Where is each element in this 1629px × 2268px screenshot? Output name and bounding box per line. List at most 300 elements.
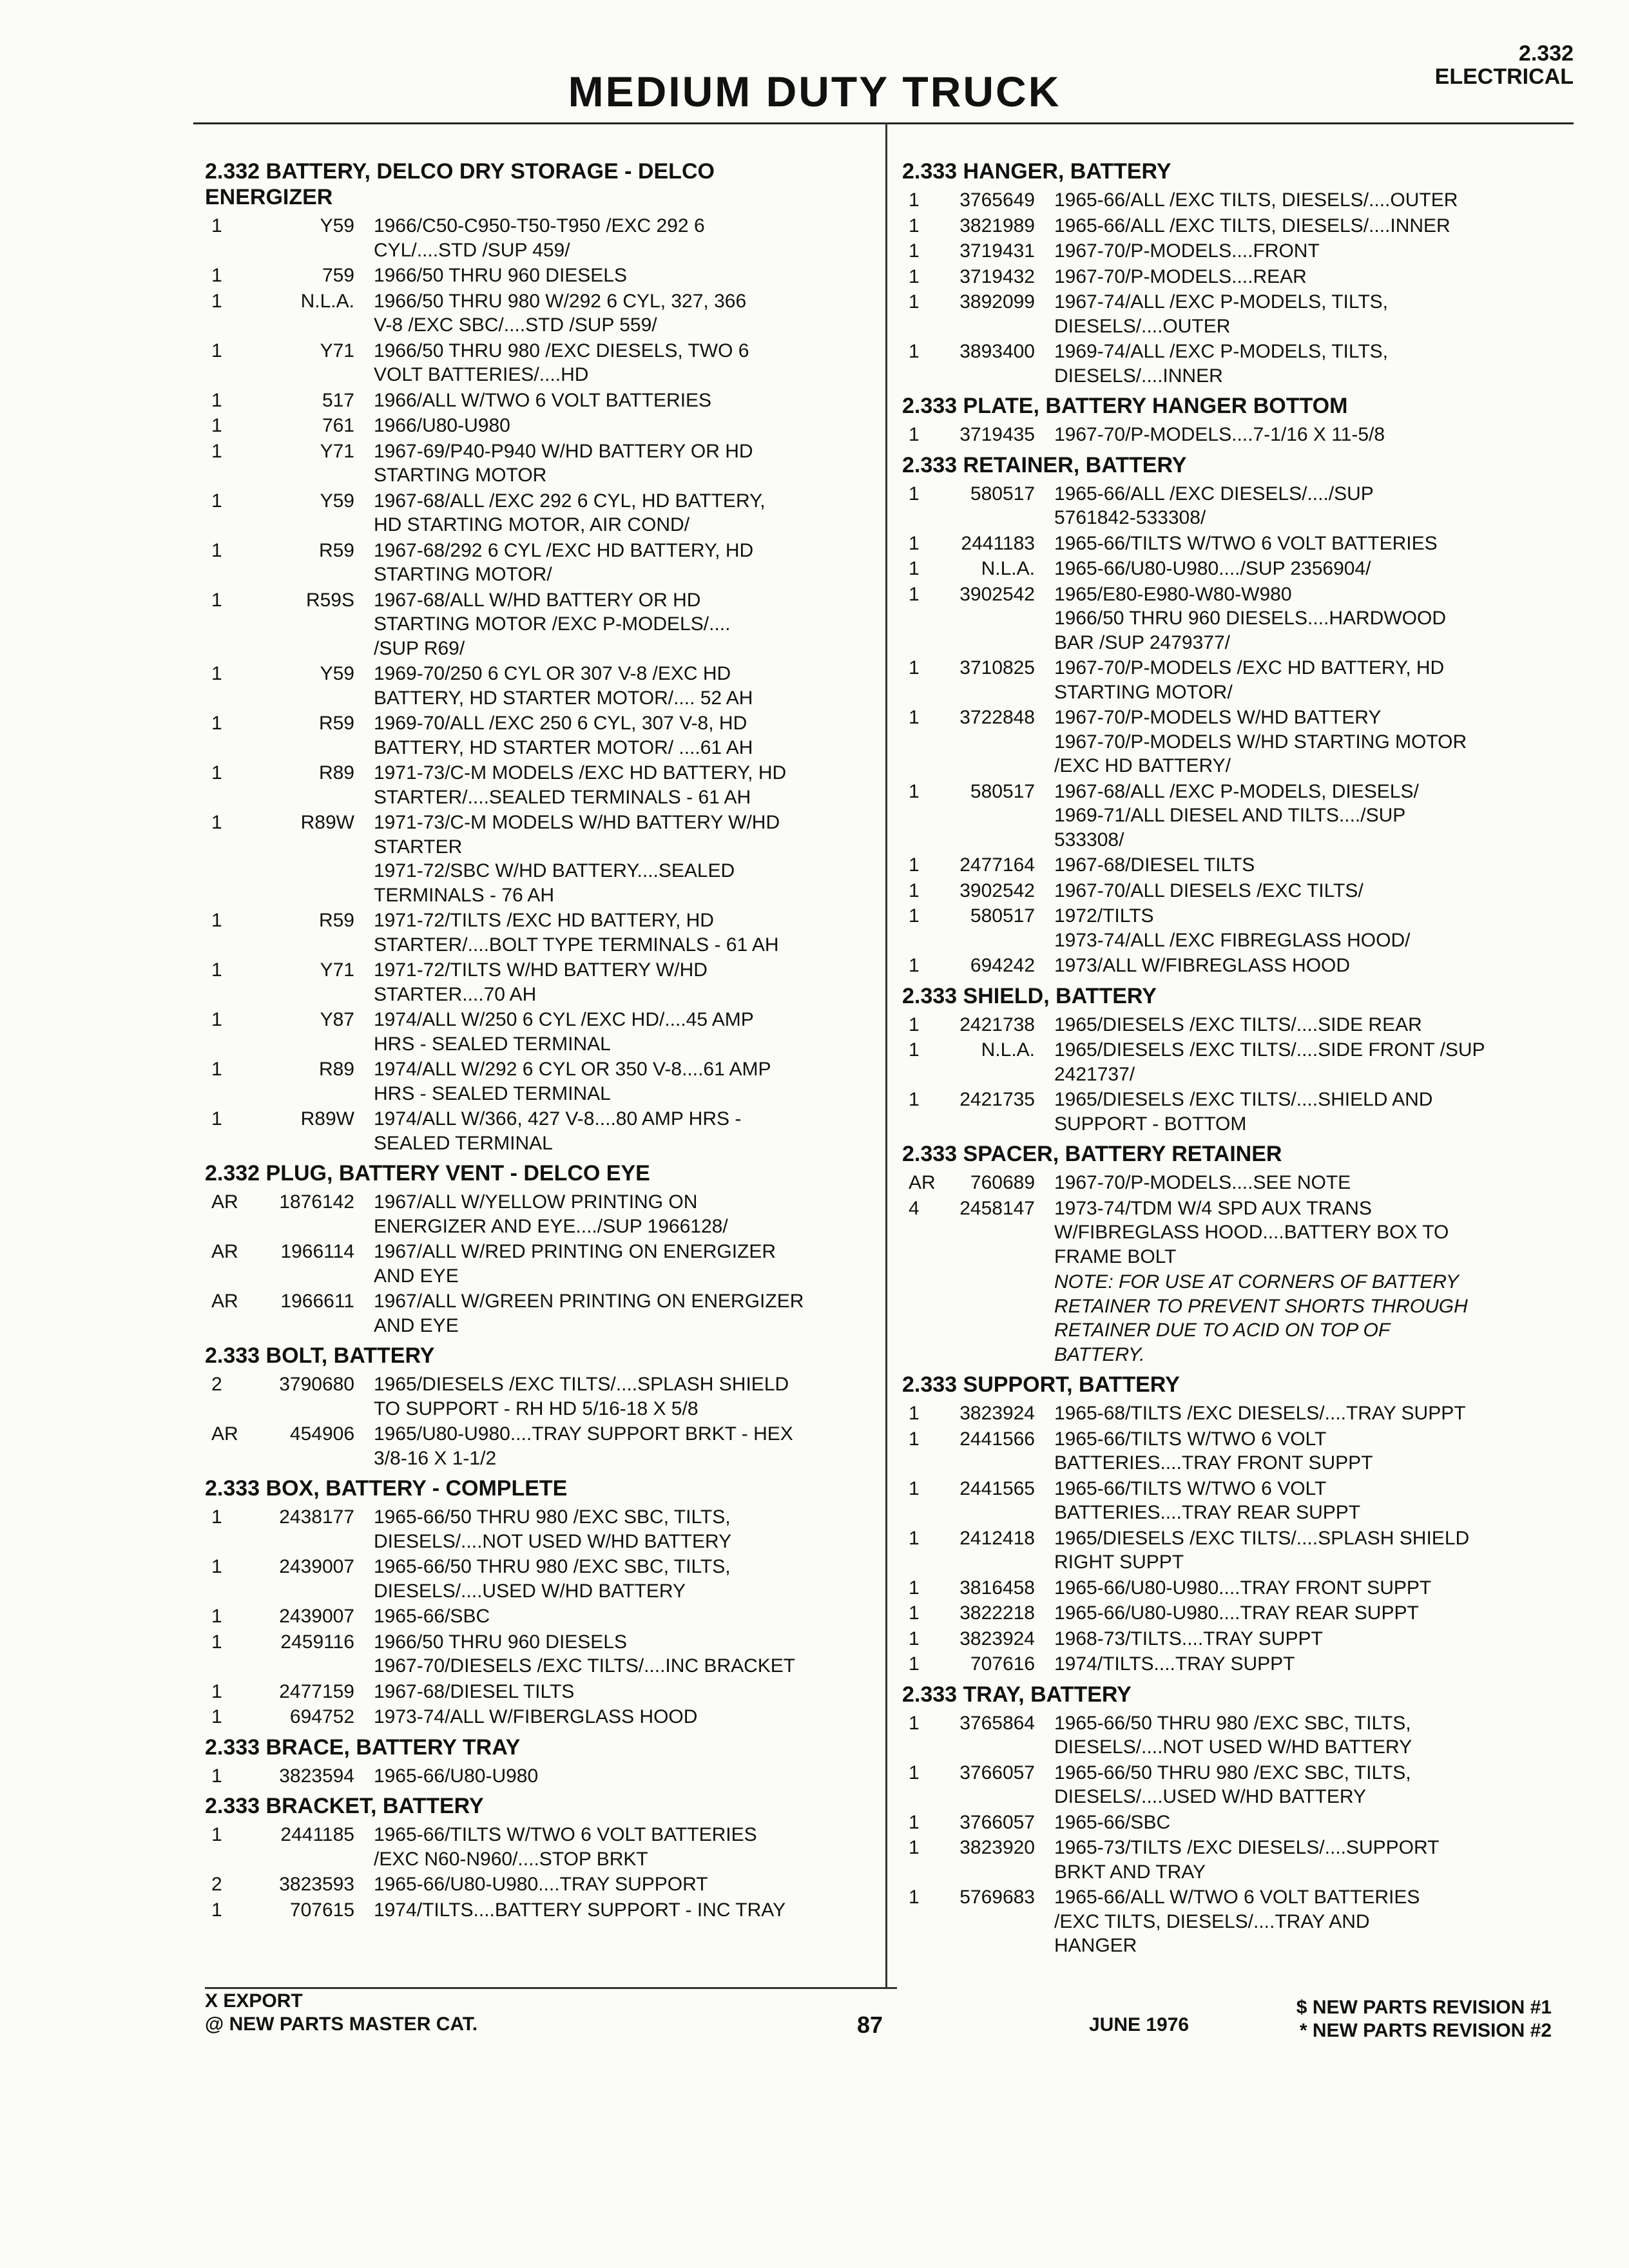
part-number: Y59 (320, 215, 354, 236)
part-description: 1967-70/P-MODELS W/HD BATTERY 1967-70/P-MODELS W/HD STARTING MOTOR /EXC HD BATTERY/ (1054, 707, 1467, 776)
part-row (205, 339, 875, 387)
part-description: 1974/ALL W/292 6 CYL OR 350 V-8....61 AMP HRS - SEALED TERMINAL (374, 1059, 771, 1104)
part-number: 3765864 (959, 1712, 1035, 1734)
quantity: 1 (211, 290, 222, 312)
quantity: 1 (909, 1577, 920, 1599)
part-description: 1965-66/SBC (1054, 1811, 1171, 1833)
quantity: 1 (211, 1556, 222, 1577)
part-row (205, 811, 875, 907)
part-description: 1967-68/ALL /EXC 292 6 CYL, HD BATTERY, HD STARTING MOTOR, AIR COND/ (374, 490, 766, 535)
part-number: 517 (322, 389, 354, 411)
quantity: 1 (909, 424, 920, 445)
section-title: 2.333 BRACKET, BATTERY (205, 1794, 484, 1818)
part-row (902, 1270, 1572, 1367)
part-number: Y59 (320, 490, 354, 512)
part-number: R89 (318, 1059, 354, 1080)
quantity: 1 (211, 1506, 222, 1528)
part-row (205, 1190, 875, 1238)
part-row (205, 711, 875, 760)
part-row (902, 1885, 1572, 1958)
part-number: Y87 (320, 1009, 354, 1030)
quantity: 1 (909, 1712, 920, 1734)
part-description: 1967-70/P-MODELS....FRONT (1054, 240, 1320, 262)
quantity: 1 (909, 558, 920, 579)
quantity (902, 1270, 954, 1367)
quantity: 1 (909, 483, 920, 505)
quantity: 1 (211, 490, 222, 512)
part-number: 3823920 (959, 1837, 1035, 1858)
quantity: 2 (211, 1874, 222, 1895)
part-number: 1966114 (280, 1241, 354, 1262)
part-number: 2441185 (280, 1824, 354, 1845)
quantity: 1 (909, 341, 920, 362)
quantity: 1 (909, 532, 920, 554)
part-description: 1967/ALL W/YELLOW PRINTING ON ENERGIZER AND EYE..../SUP 1966128/ (374, 1191, 728, 1237)
parts-section (902, 452, 1572, 978)
quantity: 1 (211, 910, 222, 931)
part-description: 1972/TILTS 1973-74/ALL /EXC FIBREGLASS HOOD/ (1054, 905, 1411, 951)
part-description: 1965-66/TILTS W/TWO 6 VOLT BATTERIES /EXC N60-N960/....STOP BRKT (374, 1824, 757, 1870)
part-number: Y59 (320, 663, 354, 684)
section-title: 2.333 BOX, BATTERY - COMPLETE (205, 1476, 568, 1501)
part-number: 2441566 (959, 1428, 1035, 1450)
part-description: 1966/50 THRU 980 /EXC DIESELS, TWO 6 VOLT BATTERIES/....HD (374, 340, 749, 385)
parts-section (205, 1793, 875, 1922)
part-row (902, 1576, 1572, 1600)
part-number: 3823593 (279, 1874, 354, 1895)
revision-2-legend: * NEW PARTS REVISION #2 (1299, 2020, 1552, 2041)
part-row (205, 414, 875, 438)
part-row (902, 214, 1572, 238)
quantity: 1 (211, 440, 222, 462)
footer-page-number: 87 (857, 2012, 883, 2038)
part-row (205, 1555, 875, 1603)
quantity: 1 (211, 1606, 222, 1627)
part-number: 2477159 (279, 1680, 354, 1702)
part-description: 1966/C50-C950-T50-T950 /EXC 292 6 CYL/....STD /SUP 459/ (374, 215, 705, 261)
part-description: 1973/ALL W/FIBREGLASS HOOD (1054, 955, 1351, 976)
part-description: 1967/ALL W/RED PRINTING ON ENERGIZER AND EYE (374, 1241, 776, 1287)
part-row (902, 582, 1572, 655)
part-number: 2421735 (959, 1089, 1035, 1110)
quantity: 1 (211, 1631, 222, 1653)
part-description: 1967-70/P-MODELS....REAR (1054, 265, 1307, 287)
left-column (205, 153, 875, 1926)
quantity: 1 (211, 762, 222, 783)
part-description: 1967-68/DIESEL TILTS (374, 1680, 575, 1702)
quantity: 1 (211, 1765, 222, 1787)
part-description: 1971-73/C-M MODELS /EXC HD BATTERY, HD STARTER/....SEALED TERMINALS - 61 AH (374, 762, 787, 808)
part-number: 2458147 (959, 1197, 1035, 1219)
quantity: 1 (909, 583, 920, 605)
part-number: 707616 (970, 1653, 1035, 1675)
quantity: 1 (909, 1887, 920, 1908)
parts-section (902, 393, 1572, 447)
part-description: 1971-72/TILTS W/HD BATTERY W/HD STARTER....70 AH (374, 959, 708, 1005)
part-row (902, 1627, 1572, 1651)
part-row (205, 264, 875, 288)
part-row (205, 662, 875, 710)
part-description: 1969-70/ALL /EXC 250 6 CYL, 307 V-8, HD BATTERY, HD STARTER MOTOR/ ....61 AH (374, 713, 753, 758)
part-row (205, 1705, 875, 1729)
part-row (902, 1038, 1572, 1086)
part-description: 1967-70/P-MODELS /EXC HD BATTERY, HD STARTING MOTOR/ (1054, 657, 1445, 703)
part-description: 1973-74/TDM W/4 SPD AUX TRANS W/FIBREGLASS HOOD....BATTERY BOX TO FRAME BOLT (1054, 1197, 1449, 1267)
part-row (902, 706, 1572, 778)
parts-section (902, 159, 1572, 388)
part-row (205, 588, 875, 661)
part-description: 1965-66/50 THRU 980 /EXC SBC, TILTS, DIESELS/....USED W/HD BATTERY (1054, 1762, 1411, 1807)
part-number: R89W (300, 812, 354, 833)
part-description: 1967-69/P40-P940 W/HD BATTERY OR HD STARTING MOTOR (374, 440, 753, 486)
part-number: 3823924 (959, 1403, 1035, 1424)
part-row (205, 958, 875, 1006)
quantity: 1 (909, 955, 920, 976)
quantity: 1 (211, 812, 222, 833)
parts-section (205, 1343, 875, 1470)
part-number: Y71 (320, 959, 354, 981)
part-number: 3893400 (959, 341, 1035, 362)
part-row (205, 908, 875, 957)
quantity: AR (211, 1241, 238, 1262)
part-description: 1966/50 THRU 960 DIESELS (374, 265, 628, 286)
part-row (902, 853, 1572, 878)
section-header: ELECTRICAL (1434, 64, 1574, 89)
parts-section (902, 1372, 1572, 1677)
part-row (205, 1422, 875, 1470)
header-rule (193, 122, 1574, 124)
part-row (205, 1240, 875, 1288)
part-number: N.L.A. (981, 558, 1035, 579)
part-description: 1965/DIESELS /EXC TILTS/....SIDE FRONT /SUP 2421737/ (1054, 1039, 1485, 1085)
part-description: 1967-70/ALL DIESELS /EXC TILTS/ (1054, 879, 1364, 901)
part-row (902, 1401, 1572, 1426)
quantity: 1 (909, 189, 920, 211)
part-number: R89 (318, 762, 354, 783)
part-number: N.L.A. (300, 290, 354, 312)
quantity: 1 (211, 1108, 222, 1129)
master-legend: @ NEW PARTS MASTER CAT. (205, 2013, 478, 2035)
part-number (954, 1270, 1054, 1367)
quantity: 1 (909, 1014, 920, 1035)
export-legend: X EXPORT (205, 1990, 303, 2012)
quantity: 1 (211, 1059, 222, 1080)
part-row (205, 1823, 875, 1871)
part-row (902, 1836, 1572, 1884)
part-number: 3766057 (959, 1762, 1035, 1783)
part-row (902, 954, 1572, 978)
part-row (902, 780, 1572, 852)
part-row (902, 879, 1572, 903)
part-number: 1876142 (279, 1191, 354, 1213)
quantity: 1 (909, 291, 920, 312)
part-number: 3823924 (959, 1628, 1035, 1649)
quantity: 1 (909, 1653, 920, 1675)
part-row (902, 557, 1572, 581)
part-description: 1965-73/TILTS /EXC DIESELS/....SUPPORT BRKT AND TRAY (1054, 1837, 1440, 1883)
part-number: 2477164 (959, 854, 1035, 876)
part-description: 1967-70/P-MODELS....7-1/16 X 11-5/8 (1054, 424, 1385, 445)
part-description: 1965-66/U80-U980....TRAY SUPPORT (374, 1874, 708, 1895)
part-number: 2439007 (279, 1606, 354, 1627)
quantity: 1 (909, 1602, 920, 1624)
part-row (902, 1526, 1572, 1575)
quantity: 1 (211, 1899, 222, 1921)
part-row (205, 1898, 875, 1923)
part-description: 1965-66/U80-U980....TRAY REAR SUPPT (1054, 1602, 1419, 1624)
part-description: 1971-72/TILTS /EXC HD BATTERY, HD STARTER/....BOLT TYPE TERMINALS - 61 AH (374, 910, 779, 956)
part-number: 5769683 (959, 1887, 1035, 1908)
revision-1-legend: $ NEW PARTS REVISION #1 (1296, 1997, 1552, 2018)
part-number: Y71 (320, 340, 354, 361)
part-description: 1966/U80-U980 (374, 415, 510, 436)
part-number: 2441565 (959, 1477, 1035, 1499)
quantity: 1 (909, 1477, 920, 1499)
part-row (902, 1088, 1572, 1136)
part-description: 1965-68/TILTS /EXC DIESELS/....TRAY SUPPT (1054, 1403, 1466, 1424)
part-number: 2439007 (279, 1556, 354, 1577)
quantity: 1 (211, 1824, 222, 1845)
part-description: 1968-73/TILTS....TRAY SUPPT (1054, 1628, 1323, 1649)
part-description: 1965-66/SBC (374, 1606, 490, 1627)
quantity: 1 (909, 854, 920, 876)
quantity: 1 (909, 1762, 920, 1783)
section-title: 2.333 SPACER, BATTERY RETAINER (902, 1142, 1282, 1166)
part-row (205, 1008, 875, 1056)
part-description: 1966/50 THRU 960 DIESELS 1967-70/DIESELS /EXC TILTS/....INC BRACKET (374, 1631, 796, 1677)
part-number: R59 (318, 910, 354, 931)
quantity: 1 (211, 415, 222, 436)
part-row (205, 1372, 875, 1421)
part-row (205, 289, 875, 338)
part-number: 3822218 (959, 1602, 1035, 1624)
footer-legend-left (205, 1990, 477, 2036)
section-title: 2.333 BOLT, BATTERY (205, 1343, 435, 1368)
parts-section (902, 983, 1572, 1137)
quantity: 1 (909, 240, 920, 262)
parts-section (902, 1141, 1572, 1367)
part-number: 694242 (970, 955, 1035, 976)
part-row (205, 1764, 875, 1789)
part-number: N.L.A. (981, 1039, 1035, 1061)
part-row (902, 1196, 1572, 1269)
part-number: 759 (322, 265, 354, 286)
part-row (902, 904, 1572, 952)
part-description: 1974/TILTS....BATTERY SUPPORT - INC TRAY (374, 1899, 786, 1921)
quantity: 2 (211, 1374, 222, 1395)
part-number: 694752 (289, 1706, 354, 1727)
quantity: AR (909, 1172, 936, 1193)
quantity: 1 (211, 1680, 222, 1702)
part-number: 580517 (970, 905, 1035, 927)
quantity: 1 (909, 1628, 920, 1649)
section-title: 2.332 PLUG, BATTERY VENT - DELCO EYE (205, 1161, 650, 1186)
parts-section (205, 159, 875, 1155)
section-title: 2.333 SHIELD, BATTERY (902, 983, 1157, 1008)
part-description: 1969-74/ALL /EXC P-MODELS, TILTS, DIESELS/....INNER (1054, 341, 1388, 387)
part-description: 1965-66/TILTS W/TWO 6 VOLT BATTERIES....TRAY REAR SUPPT (1054, 1477, 1361, 1523)
page-title: MEDIUM DUTY TRUCK (568, 68, 1061, 115)
part-row (902, 239, 1572, 264)
part-number: 3719435 (959, 424, 1035, 445)
quantity: 1 (211, 1706, 222, 1727)
footer-date: JUNE 1976 (1089, 2014, 1190, 2035)
quantity: AR (211, 1423, 238, 1445)
part-row (902, 1811, 1572, 1835)
part-number: R59 (318, 539, 354, 561)
part-number: 3902542 (959, 879, 1035, 901)
part-description: 1965/E80-E980-W80-W980 1966/50 THRU 960 DIESELS....HARDWOOD BAR /SUP 2479377/ (1054, 583, 1446, 653)
part-number: 2459116 (280, 1631, 354, 1653)
section-title: 2.333 TRAY, BATTERY (902, 1682, 1132, 1707)
part-description: 1967-70/P-MODELS....SEE NOTE (1054, 1172, 1351, 1193)
part-description: 1969-70/250 6 CYL OR 307 V-8 /EXC HD BATTERY, HD STARTER MOTOR/.... 52 AH (374, 663, 753, 709)
part-row (902, 290, 1572, 338)
part-row (902, 656, 1572, 704)
part-number: 3790680 (279, 1374, 354, 1395)
part-row (205, 1604, 875, 1629)
quantity: AR (211, 1291, 238, 1312)
quantity: 1 (909, 1039, 920, 1061)
quantity: 1 (211, 539, 222, 561)
part-row (902, 188, 1572, 213)
quantity: 1 (211, 340, 222, 361)
part-number: 3902542 (959, 583, 1035, 605)
column-divider (885, 122, 887, 1988)
part-number: 3823594 (279, 1765, 354, 1787)
part-row (205, 489, 875, 537)
part-description: 1966/50 THRU 980 W/292 6 CYL, 327, 366 V-8 /EXC SBC/....STD /SUP 559/ (374, 290, 747, 336)
part-number: 3821989 (959, 215, 1035, 236)
part-description: 1971-73/C-M MODELS W/HD BATTERY W/HD STARTER 1971-72/SBC W/HD BATTERY....SEALED TERMINALS - 76 AH (374, 812, 780, 906)
parts-section (902, 1682, 1572, 1958)
section-title: 2.333 BRACE, BATTERY TRAY (205, 1735, 521, 1760)
part-number: 2441183 (961, 532, 1035, 554)
part-row (205, 214, 875, 262)
quantity: 1 (909, 1527, 920, 1549)
part-row (205, 539, 875, 587)
page-number-header: 2.332 (1518, 41, 1574, 66)
part-description: 1965-66/U80-U980....TRAY FRONT SUPPT (1054, 1577, 1432, 1599)
part-description: 1974/ALL W/366, 427 V-8....80 AMP HRS - SEALED TERMINAL (374, 1108, 742, 1154)
section-title: 2.333 PLATE, BATTERY HANGER BOTTOM (902, 394, 1348, 418)
part-row (205, 389, 875, 413)
part-description: 1965/DIESELS /EXC TILTS/....SIDE REAR (1054, 1014, 1422, 1035)
quantity: 1 (211, 389, 222, 411)
part-number: 3892099 (959, 291, 1035, 312)
part-number: R89W (300, 1108, 354, 1129)
part-number: 580517 (970, 483, 1035, 505)
part-row (902, 1013, 1572, 1037)
part-description: 1965/U80-U980....TRAY SUPPORT BRKT - HEX 3/8-16 X 1-1/2 (374, 1423, 793, 1469)
part-description: 1965-66/ALL /EXC DIESELS/..../SUP 5761842-533308/ (1054, 483, 1374, 528)
quantity: 1 (909, 1428, 920, 1450)
part-row (205, 1505, 875, 1553)
part-description: 1965-66/ALL /EXC TILTS, DIESELS/....OUTER (1054, 189, 1458, 211)
quantity: 1 (909, 905, 920, 927)
part-row (902, 1711, 1572, 1760)
quantity: 1 (909, 1837, 920, 1858)
part-row (205, 1680, 875, 1704)
part-row (902, 1427, 1572, 1475)
part-description: 1967-74/ALL /EXC P-MODELS, TILTS, DIESELS/....OUTER (1054, 291, 1388, 337)
part-row (902, 1761, 1572, 1809)
part-number: 580517 (970, 780, 1035, 802)
part-row (205, 1057, 875, 1106)
part-description: 1973-74/ALL W/FIBERGLASS HOOD (374, 1706, 698, 1727)
quantity: 1 (211, 663, 222, 684)
part-row (205, 1107, 875, 1155)
quantity: 1 (211, 215, 222, 236)
part-description: 1965-66/U80-U980 (374, 1765, 539, 1787)
quantity: 1 (211, 959, 222, 981)
part-row (902, 532, 1572, 556)
part-row (205, 439, 875, 488)
quantity: 1 (909, 707, 920, 728)
part-number: 3719431 (959, 240, 1035, 262)
section-title: 2.332 BATTERY, DELCO DRY STORAGE - DELCO ENERGIZER (205, 159, 715, 209)
quantity: AR (211, 1191, 238, 1213)
section-title: 2.333 HANGER, BATTERY (902, 159, 1171, 184)
part-description: 1965-66/TILTS W/TWO 6 VOLT BATTERIES....TRAY FRONT SUPPT (1054, 1428, 1373, 1474)
part-description: 1965-66/TILTS W/TWO 6 VOLT BATTERIES (1054, 532, 1438, 554)
section-title: 2.333 RETAINER, BATTERY (902, 452, 1187, 477)
quantity: 1 (909, 1089, 920, 1110)
right-column (902, 153, 1572, 1962)
parts-section (205, 1735, 875, 1789)
quantity: 1 (211, 589, 222, 611)
part-description: 1965-66/50 THRU 980 /EXC SBC, TILTS, DIESELS/....USED W/HD BATTERY (374, 1556, 731, 1602)
part-number: 454906 (289, 1423, 354, 1445)
part-number: 3816458 (959, 1577, 1035, 1599)
quantity: 1 (211, 1009, 222, 1030)
part-row (902, 265, 1572, 289)
part-description: 1965-66/50 THRU 980 /EXC SBC, TILTS, DIESELS/....NOT USED W/HD BATTERY (1054, 1712, 1412, 1758)
part-row (902, 1477, 1572, 1525)
part-description: 1965-66/ALL W/TWO 6 VOLT BATTERIES /EXC TILTS, DIESELS/....TRAY AND HANGER (1054, 1887, 1420, 1956)
part-description: 1965-66/U80-U980..../SUP 2356904/ (1054, 558, 1371, 579)
part-number: 1966611 (280, 1291, 354, 1312)
parts-section (205, 1160, 875, 1338)
part-number: R59 (318, 713, 354, 734)
part-row (205, 1872, 875, 1897)
quantity: 1 (909, 1403, 920, 1424)
quantity: 1 (909, 657, 920, 678)
part-description: 1967-68/ALL W/HD BATTERY OR HD STARTING MOTOR /EXC P-MODELS/.... /SUP R69/ (374, 589, 731, 659)
quantity: 1 (909, 879, 920, 901)
part-number: R59S (305, 589, 354, 611)
quantity: 1 (909, 1811, 920, 1833)
part-row (902, 340, 1572, 388)
part-description: 1967/ALL W/GREEN PRINTING ON ENERGIZER AND EYE (374, 1291, 804, 1336)
quantity: 1 (211, 265, 222, 286)
part-description: 1967-68/DIESEL TILTS (1054, 854, 1255, 876)
part-number: 761 (322, 415, 354, 436)
part-number: 2412418 (959, 1527, 1035, 1549)
parts-section (205, 1475, 875, 1729)
quantity: 1 (909, 780, 920, 802)
part-description: 1965/DIESELS /EXC TILTS/....SPLASH SHIELD RIGHT SUPPT (1054, 1527, 1470, 1573)
quantity: 1 (909, 265, 920, 287)
part-description: 1967-68/292 6 CYL /EXC HD BATTERY, HD STARTING MOTOR/ (374, 539, 754, 585)
part-description: 1966/ALL W/TWO 6 VOLT BATTERIES (374, 389, 712, 411)
part-row (205, 1630, 875, 1678)
quantity: 4 (909, 1197, 920, 1219)
quantity: 1 (909, 215, 920, 236)
part-row (902, 423, 1572, 447)
part-number: 707615 (289, 1899, 354, 1921)
part-number: 3719432 (959, 265, 1035, 287)
